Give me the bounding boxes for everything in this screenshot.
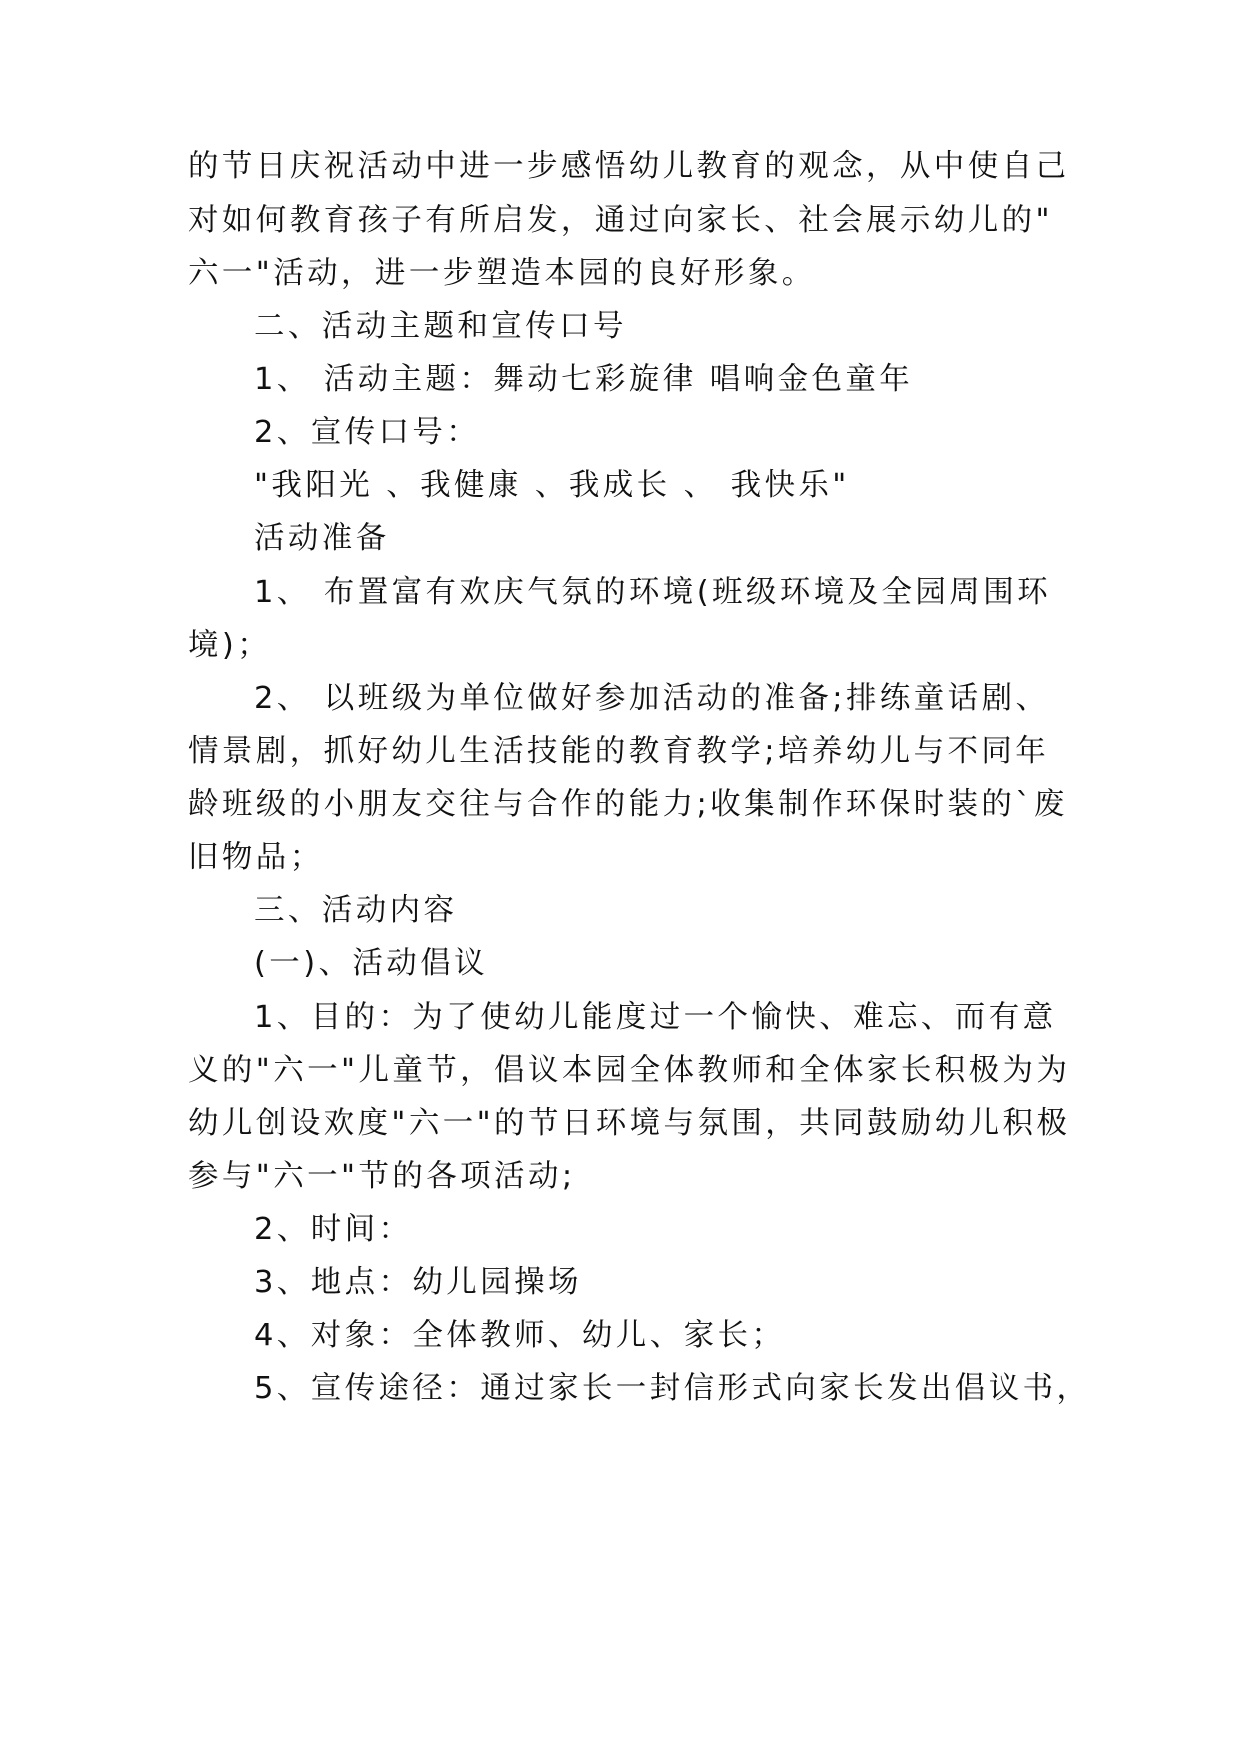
list-item: 2、 以班级为单位做好参加活动的准备;排练童话剧、 [254, 681, 1050, 716]
list-item: 5、宣传途径：通过家长一封信形式向家长发出倡议书， [254, 1371, 1091, 1406]
paragraph-line: 龄班级的小朋友交往与合作的能力;收集制作环保时装的`废 [188, 787, 1068, 822]
list-item: 3、地点：幼儿园操场 [254, 1265, 582, 1300]
paragraph-line: 的节日庆祝活动中进一步感悟幼儿教育的观念，从中使自己 [188, 149, 1070, 184]
section-heading: 活动准备 [254, 521, 390, 556]
list-item: 1、 活动主题：舞动七彩旋律 唱响金色童年 [254, 362, 914, 397]
slogan-line: "我阳光 、我健康 、我成长 、 我快乐" [254, 468, 850, 503]
section-heading: 二、活动主题和宣传口号 [254, 309, 627, 344]
paragraph-line: 对如何教育孩子有所启发，通过向家长、社会展示幼儿的" [188, 203, 1053, 238]
list-item: 2、宣传口号： [254, 415, 481, 450]
list-item: 1、 布置富有欢庆气氛的环境(班级环境及全园周围环 [254, 575, 1051, 610]
list-item: 4、对象：全体教师、幼儿、家长； [254, 1318, 786, 1353]
list-item: 2、时间： [254, 1212, 413, 1247]
paragraph-line: 六一"活动，进一步塑造本园的良好形象。 [188, 256, 816, 291]
paragraph-line: 情景剧，抓好幼儿生活技能的教育教学;培养幼儿与不同年 [188, 734, 1050, 769]
subsection-heading: (一)、活动倡议 [254, 946, 488, 981]
paragraph-line: 义的"六一"儿童节，倡议本园全体教师和全体家长积极为为 [188, 1053, 1071, 1088]
section-heading: 三、活动内容 [254, 893, 458, 928]
paragraph-line: 境)； [188, 628, 272, 663]
paragraph-line: 幼儿创设欢度"六一"的节日环境与氛围，共同鼓励幼儿积极 [188, 1106, 1071, 1141]
paragraph-line: 参与"六一"节的各项活动; [188, 1159, 576, 1194]
paragraph-line: 旧物品； [188, 840, 324, 875]
list-item: 1、目的：为了使幼儿能度过一个愉快、难忘、而有意 [254, 1000, 1057, 1035]
